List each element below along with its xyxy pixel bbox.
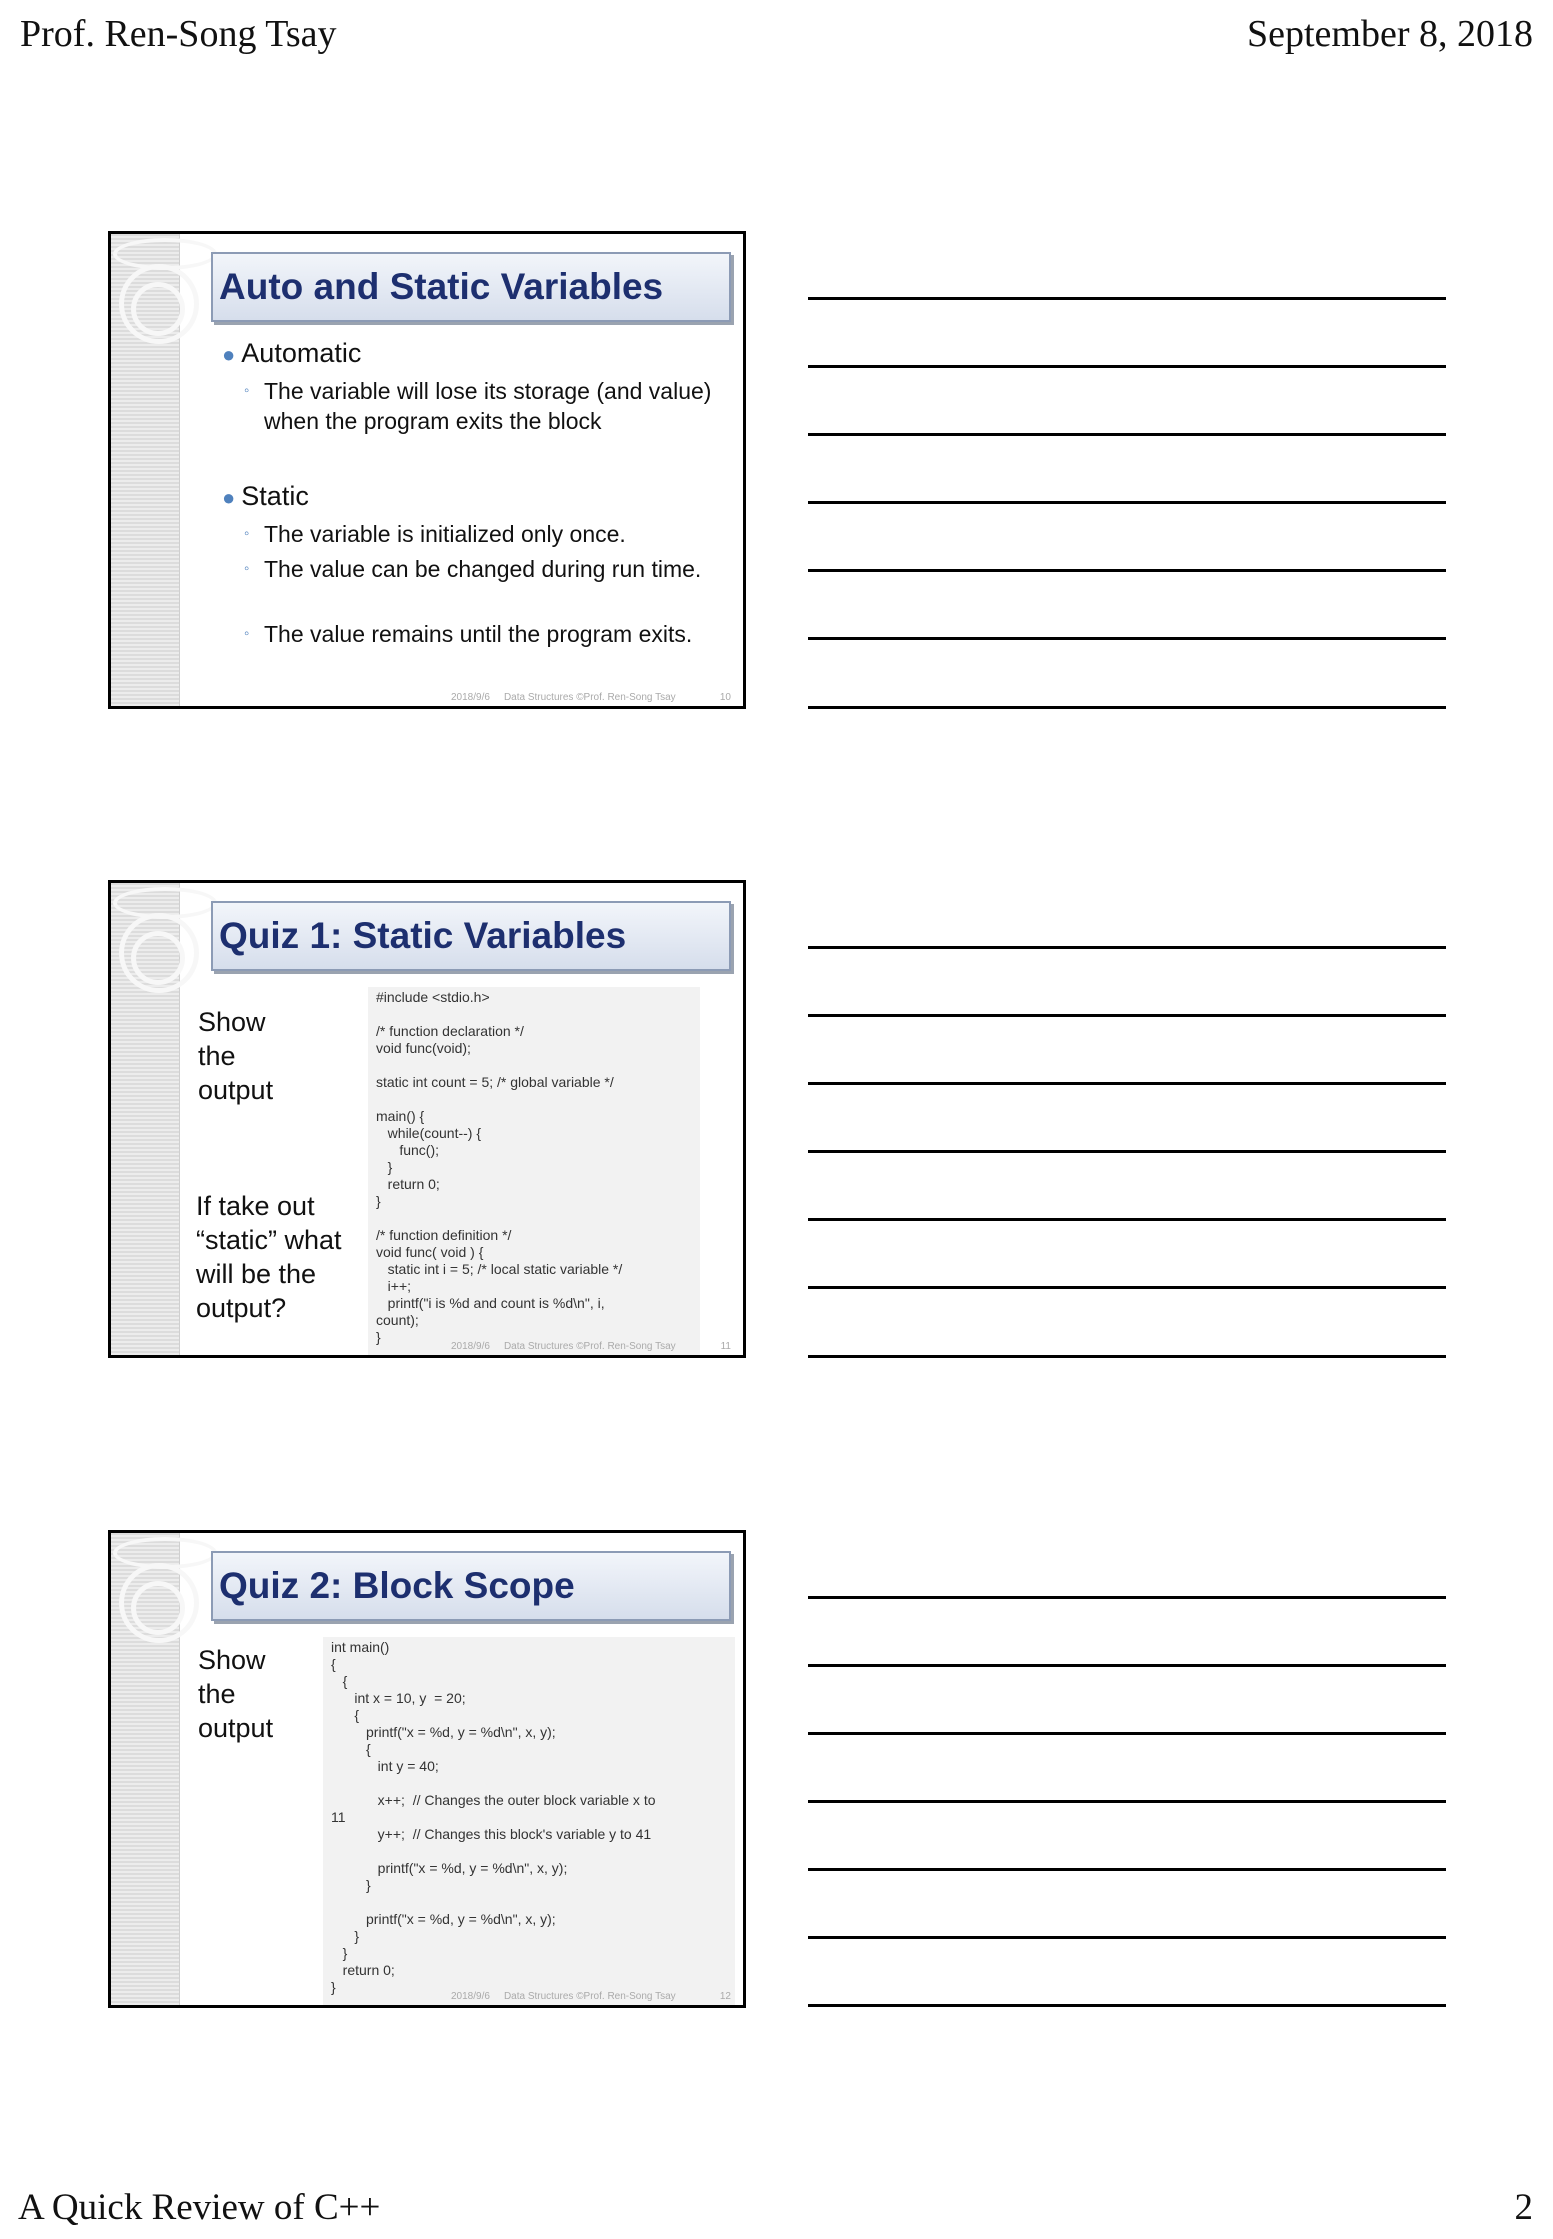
note-line [808,1014,1446,1017]
note-line [808,1355,1446,1358]
note-line [808,1732,1446,1735]
bullet-static: ● Static [222,481,309,511]
sub-bullet: ◦ The value remains until the program exits. [244,621,693,647]
note-line [808,1218,1446,1221]
note-line [808,569,1446,572]
slide-footer: 2018/9/6 Data Structures ©Prof. Ren-Song Tsay 12 [451,1991,731,2002]
slide-footer: 2018/9/6 Data Structures ©Prof. Ren-Song Tsay 11 [451,1341,731,1352]
bullet-automatic: ● Automatic [222,338,362,368]
slide-title: Quiz 1: Static Variables [211,901,731,971]
note-line [808,706,1446,709]
quiz-prompt: Show the output [198,1007,274,1105]
slide-title: Auto and Static Variables [211,252,731,322]
note-line [808,1082,1446,1085]
note-line [808,365,1446,368]
slide-decoration [111,234,180,706]
note-line [808,1868,1446,1871]
quiz-question: If take out “static” what will be the output? [196,1191,342,1323]
page-number: 2 [1514,2187,1533,2228]
slide-footer: 2018/9/6 Data Structures ©Prof. Ren-Song Tsay 10 [451,692,731,703]
note-line [808,1596,1446,1599]
slide-decoration [111,883,180,1355]
note-line [808,501,1446,504]
note-line [808,946,1446,949]
page-header-date: September 8, 2018 [1246,13,1533,55]
sub-bullet: ◦ The value can be changed during run time. [244,556,702,582]
note-line [808,1800,1446,1803]
note-line [808,1150,1446,1153]
note-line [808,433,1446,436]
sub-bullet: ◦ The variable is initialized only once. [244,521,626,547]
code-listing: int main() { { int x = 10, y = 20; { printf("x = %d, y = %d\n", x, y); { int y = 40; x++; // Changes the outer block variable x to 11 y++; // Changes this block's variable y to 41 printf("x = %d, y = %d\n", x, y); } printf("x = %d, y = %d\n", x, y); } } return 0; } [323,1637,735,2008]
page-header-author: Prof. Ren-Song Tsay [20,13,337,55]
note-line [808,297,1446,300]
slide-decoration [111,1533,180,2005]
slide-quiz2 [108,1530,746,2008]
slide-title: Quiz 2: Block Scope [211,1551,731,1621]
quiz-prompt: Show the output [198,1645,274,1743]
note-line [808,1936,1446,1939]
code-listing: #include <stdio.h> /* function declaration */ void func(void); static int count = 5; /* global variable */ main() { while(count--) { func(); } return 0; } /* function definition */ void func( void ) { static int i = 5; /* local static variable */ i++; printf("i is %d and count is %d\n", i, count); } [368,987,700,1358]
slide-quiz1 [108,880,746,1358]
note-line [808,2004,1446,2007]
note-line [808,637,1446,640]
note-line [808,1664,1446,1667]
page-footer-title: A Quick Review of C++ [18,2187,381,2228]
slide-auto-static [108,231,746,709]
sub-bullet: ◦ The variable will lose its storage (and value) when the program exits the block [244,378,712,434]
note-line [808,1286,1446,1289]
